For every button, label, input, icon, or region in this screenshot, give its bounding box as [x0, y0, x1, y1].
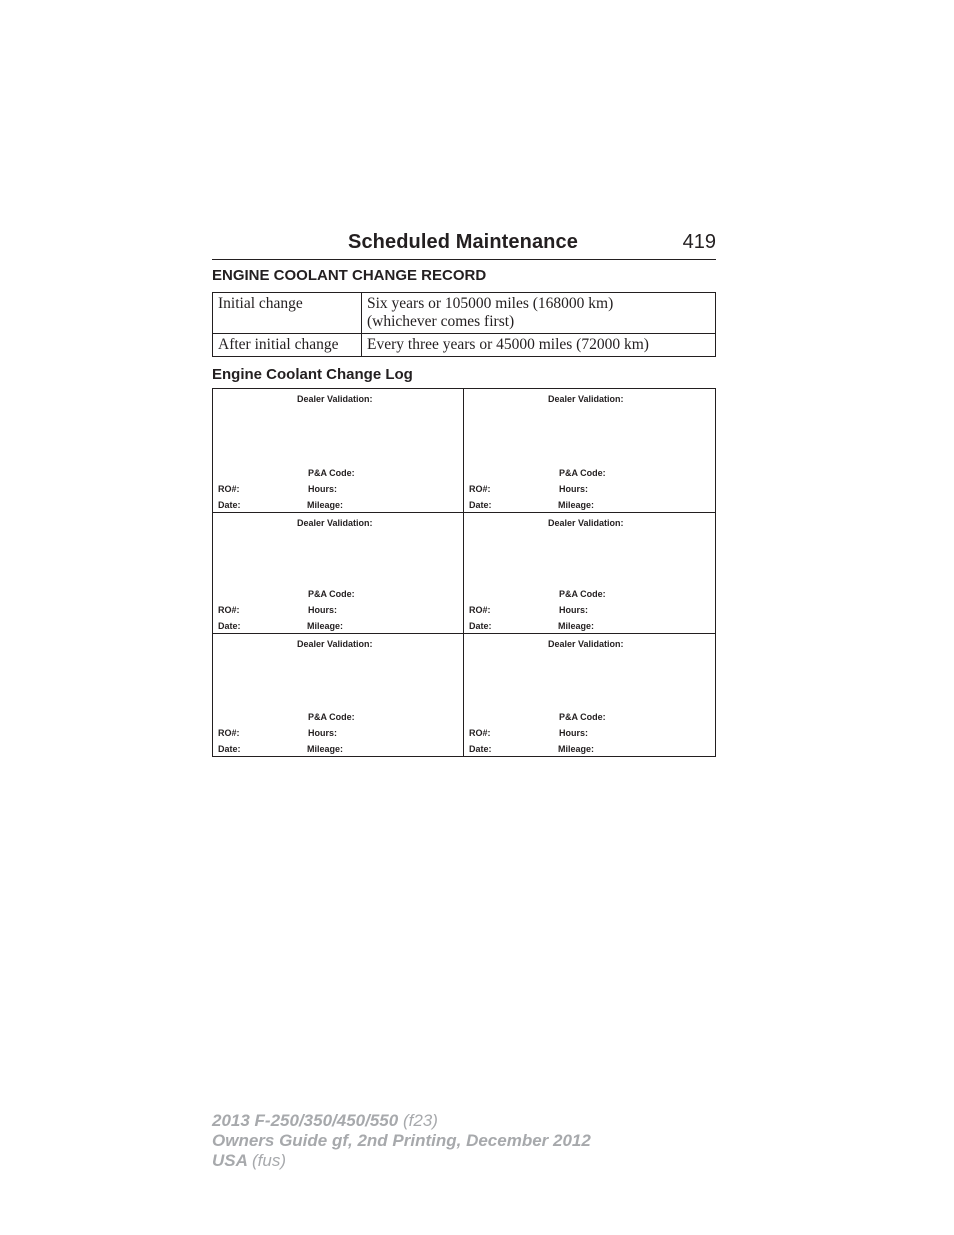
date-label: Date: [469, 621, 492, 631]
footer-market-code: (fus) [252, 1151, 286, 1170]
row-value [362, 293, 716, 334]
section-heading: ENGINE COOLANT CHANGE RECORD [212, 267, 487, 284]
table-row [213, 293, 716, 334]
pa-code-label: P&A Code: [308, 712, 355, 722]
ro-number-label: RO#: [469, 728, 491, 738]
log-entry-box [464, 389, 715, 513]
row-value-line: Six years or 105000 miles (168000 km) [367, 295, 614, 312]
dealer-validation-label: Dealer Validation: [297, 518, 373, 528]
pa-code-label: P&A Code: [559, 589, 606, 599]
hours-label: Hours: [559, 605, 588, 615]
mileage-label: Mileage: [558, 500, 595, 510]
date-label: Date: [218, 500, 241, 510]
page-header [212, 229, 716, 260]
date-label: Date: [218, 621, 241, 631]
hours-label: Hours: [559, 484, 588, 494]
hours-label: Hours: [559, 728, 588, 738]
ro-number-label: RO#: [218, 605, 240, 615]
footer-line [212, 1151, 591, 1171]
ro-number-label: RO#: [469, 484, 491, 494]
dealer-validation-label: Dealer Validation: [548, 518, 624, 528]
row-value-line: (whichever comes first) [367, 313, 515, 330]
pa-code-label: P&A Code: [308, 589, 355, 599]
ro-number-label: RO#: [218, 728, 240, 738]
coolant-change-record-table [212, 292, 716, 357]
date-label: Date: [218, 744, 241, 754]
row-label: After initial change [213, 334, 362, 357]
ro-number-label: RO#: [218, 484, 240, 494]
page-footer [212, 1111, 591, 1171]
page-title: Scheduled Maintenance [348, 231, 578, 253]
date-label: Date: [469, 500, 492, 510]
footer-model: 2013 F-250/350/450/550 [212, 1111, 399, 1130]
page-number: 419 [682, 231, 716, 253]
dealer-validation-label: Dealer Validation: [548, 639, 624, 649]
date-label: Date: [469, 744, 492, 754]
footer-line [212, 1111, 591, 1131]
pa-code-label: P&A Code: [308, 468, 355, 478]
log-entry-box [464, 634, 715, 756]
pa-code-label: P&A Code: [559, 712, 606, 722]
dealer-validation-label: Dealer Validation: [297, 639, 373, 649]
mileage-label: Mileage: [307, 744, 344, 754]
hours-label: Hours: [308, 728, 337, 738]
mileage-label: Mileage: [558, 744, 595, 754]
footer-model-code: (f23) [402, 1111, 438, 1130]
ro-number-label: RO#: [469, 605, 491, 615]
log-entry-box [464, 513, 715, 634]
footer-printing: Owners Guide gf, 2nd Printing, December 2012 [212, 1131, 591, 1150]
hours-label: Hours: [308, 605, 337, 615]
table-row [213, 334, 716, 357]
log-entry-box [213, 389, 464, 513]
row-value-line: Every three years or 45000 miles (72000 km) [367, 336, 649, 353]
mileage-label: Mileage: [558, 621, 595, 631]
row-label: Initial change [213, 293, 362, 334]
pa-code-label: P&A Code: [559, 468, 606, 478]
footer-market: USA [212, 1151, 248, 1170]
hours-label: Hours: [308, 484, 337, 494]
coolant-change-log-grid [212, 388, 716, 757]
dealer-validation-label: Dealer Validation: [548, 394, 624, 404]
row-value [362, 334, 716, 357]
mileage-label: Mileage: [307, 621, 344, 631]
mileage-label: Mileage: [307, 500, 344, 510]
log-entry-box [213, 634, 464, 756]
log-heading: Engine Coolant Change Log [212, 366, 413, 383]
log-entry-box [213, 513, 464, 634]
dealer-validation-label: Dealer Validation: [297, 394, 373, 404]
